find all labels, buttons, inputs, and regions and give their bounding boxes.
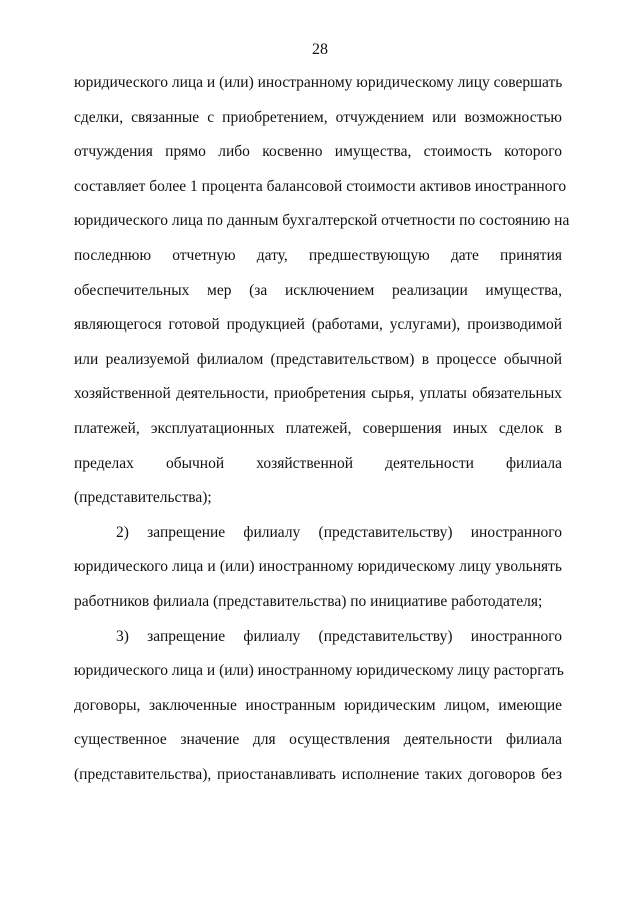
- text-line: юридического лица и (или) иностранному юридическому лицу совершать: [74, 74, 563, 91]
- text-line: юридического лица по данным бухгалтерской отчетности по состоянию на: [74, 212, 570, 230]
- paragraph-end-line: (представительства);: [74, 489, 212, 507]
- text-line: являющегося готовой продукцией (работами, услугами), производимой: [74, 316, 562, 334]
- text-line: сделки, связанные с приобретением, отчуждением или возможностью: [74, 108, 562, 126]
- text-line: или реализуемой филиалом (представительством) в процессе обычной: [74, 350, 562, 368]
- text-line: хозяйственной деятельности, приобретения сырья, уплаты обязательных: [74, 385, 562, 403]
- text-line: юридического лица и (или) иностранному юридическому лицу увольнять: [74, 558, 562, 576]
- text-line: обеспечительных мер (за исключением реализации имущества,: [74, 281, 562, 299]
- text-line: пределах обычной хозяйственной деятельности филиала: [74, 454, 562, 472]
- paragraph-start-line: 3) запрещение филиалу (представительству) иностранного: [116, 627, 562, 645]
- text-line: (представительства), приостанавливать исполнение таких договоров без: [74, 765, 562, 783]
- text-line: договоры, заключенные иностранным юридическим лицом, имеющие: [74, 696, 562, 714]
- text-line: юридического лица и (или) иностранному юридическому лицу расторгать: [74, 662, 564, 680]
- text-line: последнюю отчетную дату, предшествующую дате принятия: [74, 246, 562, 264]
- paragraph-start-line: 2) запрещение филиалу (представительству) иностранного: [116, 523, 562, 541]
- text-line: составляет более 1 процента балансовой стоимости активов иностранного: [74, 177, 567, 195]
- text-line: отчуждения прямо либо косвенно имущества, стоимость которого: [74, 143, 562, 161]
- page-number: 28: [312, 41, 328, 58]
- text-line: существенное значение для осуществления деятельности филиала: [74, 731, 562, 749]
- paragraph-end-line: работников филиала (представительства) по инициативе работодателя;: [74, 592, 543, 610]
- document-body: [74, 73, 570, 799]
- text-line: платежей, эксплуатационных платежей, совершения иных сделок в: [74, 419, 562, 437]
